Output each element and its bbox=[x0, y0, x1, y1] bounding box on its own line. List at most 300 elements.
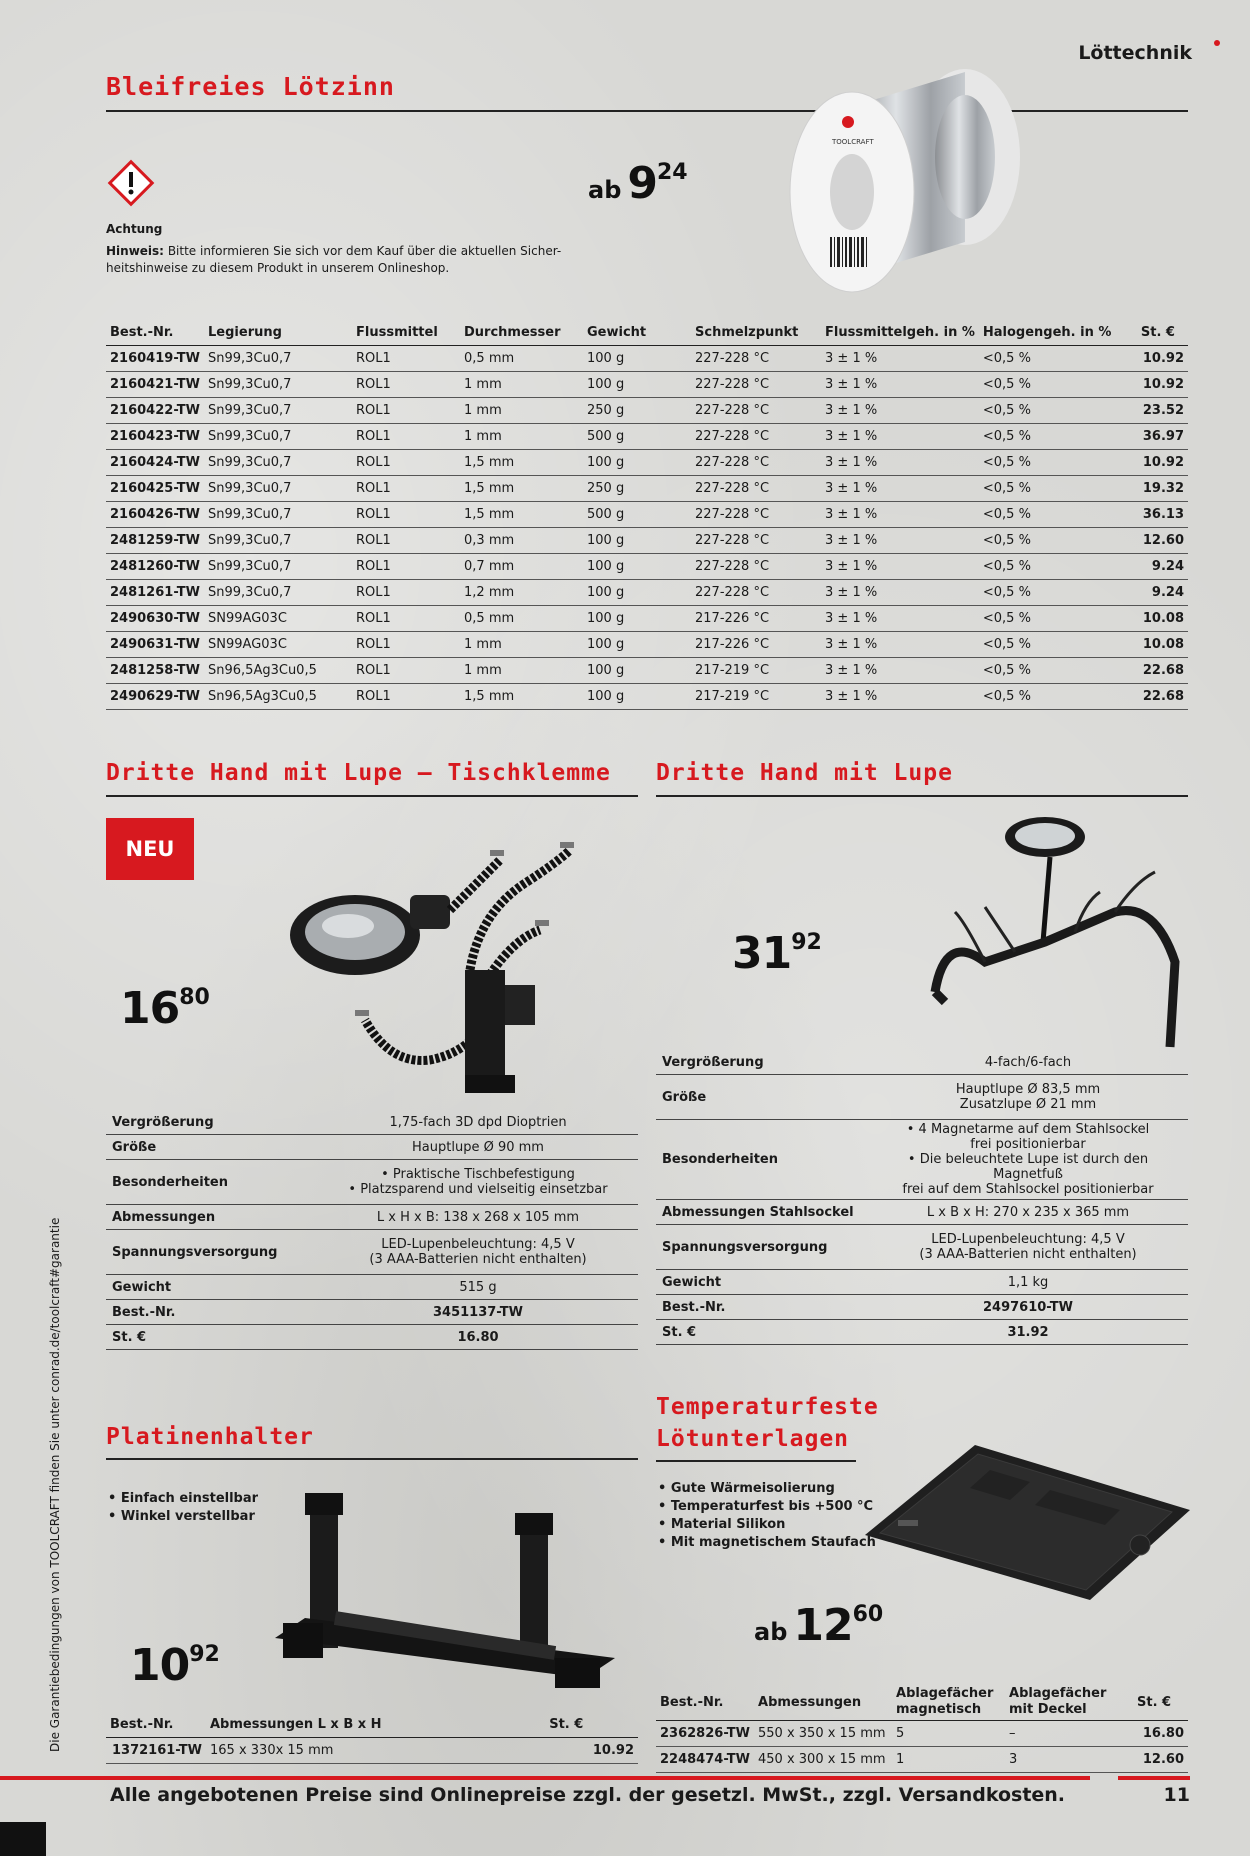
cell-price: 36.13 bbox=[1137, 502, 1188, 528]
third-hand-clamp-title: Dritte Hand mit Lupe – Tischklemme bbox=[106, 760, 611, 786]
cell-flussmittelgehalt: 3 ± 1 % bbox=[821, 372, 979, 398]
cell-schmelzpunkt: 227-228 °C bbox=[691, 346, 821, 372]
spec-label: Spannungsversorgung bbox=[656, 1225, 868, 1270]
spec-row bbox=[656, 1050, 1188, 1075]
cell-gewicht: 500 g bbox=[583, 502, 691, 528]
cell-flussmittelgehalt: 3 ± 1 % bbox=[821, 684, 979, 710]
spec-row bbox=[656, 1225, 1188, 1270]
third-hand-price bbox=[732, 928, 822, 979]
spec-value-line: 1,75-fach 3D dpd Dioptrien bbox=[389, 1114, 567, 1130]
spec-label: Größe bbox=[656, 1075, 868, 1120]
cell-flussmittel: ROL1 bbox=[352, 632, 460, 658]
cell-gewicht: 100 g bbox=[583, 684, 691, 710]
price-decimal: 24 bbox=[657, 160, 688, 185]
cell-schmelzpunkt: 217-219 °C bbox=[691, 684, 821, 710]
spec-row bbox=[106, 1205, 638, 1230]
cell-schmelzpunkt: 227-228 °C bbox=[691, 450, 821, 476]
cell-gewicht: 100 g bbox=[583, 554, 691, 580]
cell-durchmesser: 1,5 mm bbox=[460, 684, 583, 710]
spec-value bbox=[318, 1230, 638, 1275]
price-integer: 12 bbox=[793, 1600, 853, 1651]
cell-halogengehalt: <0,5 % bbox=[979, 580, 1137, 606]
cell-price: 10.92 bbox=[1137, 346, 1188, 372]
cell-halogengehalt: <0,5 % bbox=[979, 554, 1137, 580]
safety-note bbox=[106, 243, 586, 277]
cell-price: 10.92 bbox=[1137, 372, 1188, 398]
cell-flussmittel: ROL1 bbox=[352, 346, 460, 372]
feature-item: • Mit magnetischem Staufach bbox=[658, 1535, 876, 1550]
table-row bbox=[106, 346, 1188, 372]
pcb-holder-rule bbox=[106, 1458, 638, 1460]
new-badge: NEU bbox=[106, 818, 194, 880]
mats-table-header bbox=[656, 1684, 1188, 1721]
cell-price: 10.92 bbox=[545, 1738, 638, 1764]
spec-value-line: LED-Lupenbeleuchtung: 4,5 V bbox=[931, 1232, 1125, 1247]
cell-halogengehalt: <0,5 % bbox=[979, 398, 1137, 424]
col-durchmesser: Durchmesser bbox=[460, 320, 583, 346]
cell-flussmittel: ROL1 bbox=[352, 580, 460, 606]
price-integer: 9 bbox=[627, 158, 657, 209]
table-row bbox=[106, 554, 1188, 580]
table-row bbox=[106, 606, 1188, 632]
cell-abmessungen: 165 x 330x 15 mm bbox=[206, 1738, 545, 1764]
cell-durchmesser: 1,5 mm bbox=[460, 476, 583, 502]
spec-value-line: L x H x B: 138 x 268 x 105 mm bbox=[376, 1209, 580, 1225]
cell-durchmesser: 0,3 mm bbox=[460, 528, 583, 554]
cell-legierung: Sn99,3Cu0,7 bbox=[204, 450, 352, 476]
cell-gewicht: 100 g bbox=[583, 346, 691, 372]
cell-gewicht: 100 g bbox=[583, 528, 691, 554]
col-price: St. € bbox=[1137, 320, 1188, 346]
cell-best-nr: 2481260-TW bbox=[106, 554, 204, 580]
cell-halogengehalt: <0,5 % bbox=[979, 502, 1137, 528]
cell-schmelzpunkt: 217-219 °C bbox=[691, 658, 821, 684]
cell-price: 9.24 bbox=[1137, 580, 1188, 606]
cell-legierung: Sn99,3Cu0,7 bbox=[204, 502, 352, 528]
cell-legierung: SN99AG03C bbox=[204, 606, 352, 632]
pcb-holder-price bbox=[130, 1640, 220, 1691]
cell-halogengehalt: <0,5 % bbox=[979, 606, 1137, 632]
feature-item: • Gute Wärmeisolierung bbox=[658, 1481, 835, 1496]
spec-label: St. € bbox=[106, 1325, 318, 1350]
footer-red-rule-right bbox=[1118, 1776, 1190, 1780]
footer-red-rule bbox=[0, 1776, 1090, 1780]
cell-flussmittelgehalt: 3 ± 1 % bbox=[821, 346, 979, 372]
spec-value-line: 1,1 kg bbox=[1007, 1274, 1049, 1290]
cell-durchmesser: 1 mm bbox=[460, 658, 583, 684]
pcb-holder-table bbox=[106, 1712, 638, 1764]
spec-value bbox=[868, 1200, 1188, 1225]
cell-schmelzpunkt: 227-228 °C bbox=[691, 424, 821, 450]
spec-label: Best.-Nr. bbox=[106, 1300, 318, 1325]
mats-rule bbox=[656, 1460, 856, 1462]
spec-row bbox=[106, 1230, 638, 1275]
cell-best-nr: 2160423-TW bbox=[106, 424, 204, 450]
cell-best-nr: 2160424-TW bbox=[106, 450, 204, 476]
spec-value-line: 3451137-TW bbox=[432, 1304, 523, 1320]
spec-value-line: Hauptlupe Ø 83,5 mm bbox=[955, 1082, 1101, 1097]
cell-price: 19.32 bbox=[1137, 476, 1188, 502]
cell-flussmittelgehalt: 3 ± 1 % bbox=[821, 580, 979, 606]
spec-value bbox=[318, 1110, 638, 1135]
cell-price: 22.68 bbox=[1137, 658, 1188, 684]
third-hand-rule bbox=[656, 795, 1188, 797]
spec-value-line: 515 g bbox=[459, 1279, 497, 1295]
third-hand-specs bbox=[656, 1050, 1188, 1345]
spec-label: Gewicht bbox=[656, 1270, 868, 1295]
table-row bbox=[106, 476, 1188, 502]
table-row bbox=[106, 580, 1188, 606]
cell-best-nr: 2160425-TW bbox=[106, 476, 204, 502]
solder-table-header bbox=[106, 320, 1188, 346]
spec-value-line: • Praktische Tischbefestigung bbox=[381, 1167, 575, 1182]
cell-flussmittel: ROL1 bbox=[352, 476, 460, 502]
cell-flussmittelgehalt: 3 ± 1 % bbox=[821, 528, 979, 554]
cell-legierung: Sn99,3Cu0,7 bbox=[204, 424, 352, 450]
spec-label: Best.-Nr. bbox=[656, 1295, 868, 1320]
solder-spool-image bbox=[780, 62, 1040, 297]
cell-best-nr: 2248474-TW bbox=[656, 1747, 754, 1773]
spec-label: Abmessungen bbox=[106, 1205, 318, 1230]
price-decimal: 60 bbox=[852, 1602, 884, 1627]
spec-value-line: • Die beleuchtete Lupe ist durch den Magnetfuß bbox=[907, 1152, 1149, 1182]
cell-schmelzpunkt: 217-226 °C bbox=[691, 606, 821, 632]
third-hand-title: Dritte Hand mit Lupe bbox=[656, 760, 953, 786]
cell-gewicht: 250 g bbox=[583, 398, 691, 424]
price-prefix: ab bbox=[754, 1618, 788, 1646]
cell-legierung: Sn99,3Cu0,7 bbox=[204, 476, 352, 502]
cell-halogengehalt: <0,5 % bbox=[979, 450, 1137, 476]
spec-row bbox=[656, 1295, 1188, 1320]
cell-price: 22.68 bbox=[1137, 684, 1188, 710]
third-hand-clamp-rule bbox=[106, 795, 638, 797]
spec-label: Vergrößerung bbox=[106, 1110, 318, 1135]
cell-durchmesser: 1 mm bbox=[460, 372, 583, 398]
price-decimal: 92 bbox=[791, 930, 822, 955]
col-abmessungen: Abmessungen L x B x H bbox=[206, 1712, 545, 1738]
cell-price: 10.08 bbox=[1137, 606, 1188, 632]
cell-price: 10.08 bbox=[1137, 632, 1188, 658]
spec-value bbox=[868, 1225, 1188, 1270]
cell-flussmittel: ROL1 bbox=[352, 554, 460, 580]
cell-gewicht: 100 g bbox=[583, 450, 691, 476]
spec-row bbox=[656, 1120, 1188, 1200]
cell-durchmesser: 1 mm bbox=[460, 424, 583, 450]
table-row bbox=[106, 632, 1188, 658]
third-hand-image bbox=[925, 812, 1190, 1067]
spec-label: Gewicht bbox=[106, 1275, 318, 1300]
spec-value bbox=[868, 1295, 1188, 1320]
spec-value bbox=[318, 1160, 638, 1205]
cell-schmelzpunkt: 227-228 °C bbox=[691, 528, 821, 554]
spec-row bbox=[656, 1075, 1188, 1120]
cell-best-nr: 2160422-TW bbox=[106, 398, 204, 424]
mats-features bbox=[658, 1480, 876, 1552]
cell-durchmesser: 1,2 mm bbox=[460, 580, 583, 606]
cell-gewicht: 100 g bbox=[583, 580, 691, 606]
col-schmelzpunkt: Schmelzpunkt bbox=[691, 320, 821, 346]
cell-schmelzpunkt: 227-228 °C bbox=[691, 398, 821, 424]
cell-flussmittelgehalt: 3 ± 1 % bbox=[821, 554, 979, 580]
cell-price: 12.60 bbox=[1137, 528, 1188, 554]
spec-value-line: frei auf dem Stahlsockel positionierbar bbox=[902, 1182, 1154, 1197]
spec-value-line: LED-Lupenbeleuchtung: 4,5 V bbox=[381, 1237, 575, 1252]
spec-value-line: • Platzsparend und vielseitig einsetzbar bbox=[348, 1182, 608, 1197]
cell-flussmittelgehalt: 3 ± 1 % bbox=[821, 658, 979, 684]
price-prefix: ab bbox=[588, 176, 622, 204]
warning-icon bbox=[106, 158, 156, 208]
cell-flussmittel: ROL1 bbox=[352, 450, 460, 476]
col-price: St. € bbox=[1133, 1684, 1188, 1721]
spec-label: St. € bbox=[656, 1320, 868, 1345]
note-line2: heitshinweise zu diesem Produkt in unserem Onlineshop. bbox=[106, 261, 450, 275]
cell-flussmittel: ROL1 bbox=[352, 684, 460, 710]
cell-halogengehalt: <0,5 % bbox=[979, 424, 1137, 450]
cell-deckel: – bbox=[1005, 1721, 1133, 1747]
corner-block bbox=[0, 1822, 46, 1856]
price-integer: 10 bbox=[130, 1640, 190, 1691]
col-lidded-compartments: Ablagefächer mit Deckel bbox=[1005, 1684, 1133, 1721]
cell-flussmittel: ROL1 bbox=[352, 372, 460, 398]
spec-label: Größe bbox=[106, 1135, 318, 1160]
cell-legierung: Sn99,3Cu0,7 bbox=[204, 528, 352, 554]
cell-best-nr: 1372161-TW bbox=[106, 1738, 206, 1764]
cell-best-nr: 2481258-TW bbox=[106, 658, 204, 684]
cell-halogengehalt: <0,5 % bbox=[979, 658, 1137, 684]
cell-flussmittel: ROL1 bbox=[352, 528, 460, 554]
solder-table bbox=[106, 320, 1188, 710]
warranty-side-note: Die Garantiebedingungen von TOOLCRAFT finden Sie unter conrad.de/toolcraft#garantie bbox=[48, 1217, 62, 1752]
cell-legierung: Sn99,3Cu0,7 bbox=[204, 398, 352, 424]
cell-abmessungen: 450 x 300 x 15 mm bbox=[754, 1747, 892, 1773]
cell-durchmesser: 1,5 mm bbox=[460, 450, 583, 476]
cell-halogengehalt: <0,5 % bbox=[979, 632, 1137, 658]
price-decimal: 80 bbox=[179, 985, 210, 1010]
cell-flussmittelgehalt: 3 ± 1 % bbox=[821, 632, 979, 658]
mats-title-line2: Lötunterlagen bbox=[656, 1426, 850, 1452]
spec-value bbox=[868, 1120, 1188, 1200]
section-label: Löttechnik bbox=[1078, 42, 1192, 64]
third-hand-clamp-price bbox=[120, 983, 210, 1034]
cell-schmelzpunkt: 227-228 °C bbox=[691, 554, 821, 580]
cell-schmelzpunkt: 227-228 °C bbox=[691, 476, 821, 502]
cell-gewicht: 500 g bbox=[583, 424, 691, 450]
col-price: St. € bbox=[545, 1712, 638, 1738]
cell-price: 23.52 bbox=[1137, 398, 1188, 424]
spec-row bbox=[106, 1300, 638, 1325]
col-best-nr: Best.-Nr. bbox=[656, 1684, 754, 1721]
col-best-nr: Best.-Nr. bbox=[106, 1712, 206, 1738]
cell-best-nr: 2160421-TW bbox=[106, 372, 204, 398]
cell-best-nr: 2490631-TW bbox=[106, 632, 204, 658]
cell-flussmittelgehalt: 3 ± 1 % bbox=[821, 398, 979, 424]
pcb-holder-image bbox=[255, 1478, 640, 1698]
spec-value-line: L x B x H: 270 x 235 x 365 mm bbox=[926, 1204, 1130, 1220]
cell-price: 36.97 bbox=[1137, 424, 1188, 450]
cell-flussmittel: ROL1 bbox=[352, 606, 460, 632]
cell-durchmesser: 0,5 mm bbox=[460, 606, 583, 632]
col-magnetic-compartments: Ablagefächer magnetisch bbox=[892, 1684, 1005, 1721]
cell-flussmittelgehalt: 3 ± 1 % bbox=[821, 450, 979, 476]
mats-price bbox=[754, 1600, 883, 1651]
col-gewicht: Gewicht bbox=[583, 320, 691, 346]
cell-durchmesser: 0,7 mm bbox=[460, 554, 583, 580]
spec-value-line: (3 AAA-Batterien nicht enthalten) bbox=[369, 1252, 587, 1267]
table-row bbox=[106, 450, 1188, 476]
table-row bbox=[656, 1721, 1188, 1747]
spec-row bbox=[656, 1200, 1188, 1225]
cell-schmelzpunkt: 227-228 °C bbox=[691, 372, 821, 398]
col-flussmittelgehalt: Flussmittelgeh. in % bbox=[821, 320, 979, 346]
spec-label: Besonderheiten bbox=[106, 1160, 318, 1205]
cell-schmelzpunkt: 227-228 °C bbox=[691, 580, 821, 606]
cell-legierung: Sn99,3Cu0,7 bbox=[204, 372, 352, 398]
spec-value-line: 2497610-TW bbox=[982, 1299, 1073, 1315]
table-row bbox=[106, 502, 1188, 528]
cell-legierung: Sn96,5Ag3Cu0,5 bbox=[204, 684, 352, 710]
note-label: Hinweis: bbox=[106, 244, 164, 258]
cell-best-nr: 2362826-TW bbox=[656, 1721, 754, 1747]
cell-halogengehalt: <0,5 % bbox=[979, 346, 1137, 372]
cell-price: 10.92 bbox=[1137, 450, 1188, 476]
cell-halogengehalt: <0,5 % bbox=[979, 528, 1137, 554]
feature-item: • Winkel verstellbar bbox=[108, 1509, 255, 1524]
spec-value bbox=[868, 1320, 1188, 1345]
cell-best-nr: 2481259-TW bbox=[106, 528, 204, 554]
cell-legierung: Sn99,3Cu0,7 bbox=[204, 580, 352, 606]
cell-gewicht: 100 g bbox=[583, 658, 691, 684]
pcb-holder-features bbox=[108, 1490, 258, 1526]
cell-legierung: Sn99,3Cu0,7 bbox=[204, 554, 352, 580]
price-integer: 16 bbox=[120, 983, 180, 1034]
spec-value bbox=[318, 1205, 638, 1230]
feature-item: • Material Silikon bbox=[658, 1517, 786, 1532]
col-halogengehalt: Halogengeh. in % bbox=[979, 320, 1137, 346]
spec-value bbox=[318, 1135, 638, 1160]
cell-price: 12.60 bbox=[1133, 1747, 1188, 1773]
spec-value bbox=[868, 1075, 1188, 1120]
col-abmessungen: Abmessungen bbox=[754, 1684, 892, 1721]
cell-halogengehalt: <0,5 % bbox=[979, 476, 1137, 502]
spec-row bbox=[106, 1325, 638, 1350]
table-row bbox=[106, 424, 1188, 450]
spec-value-line: Zusatzlupe Ø 21 mm bbox=[959, 1097, 1097, 1112]
spec-value-line: 16.80 bbox=[457, 1329, 499, 1345]
spec-value bbox=[318, 1300, 638, 1325]
spool-brand: TOOLCRAFT bbox=[832, 138, 874, 146]
pcb-table-header bbox=[106, 1712, 638, 1738]
cell-gewicht: 100 g bbox=[583, 606, 691, 632]
cell-best-nr: 2490630-TW bbox=[106, 606, 204, 632]
cell-schmelzpunkt: 227-228 °C bbox=[691, 502, 821, 528]
cell-flussmittelgehalt: 3 ± 1 % bbox=[821, 424, 979, 450]
spec-row bbox=[106, 1135, 638, 1160]
cell-price: 16.80 bbox=[1133, 1721, 1188, 1747]
spec-label: Besonderheiten bbox=[656, 1120, 868, 1200]
cell-gewicht: 250 g bbox=[583, 476, 691, 502]
feature-item: • Temperaturfest bis +500 °C bbox=[658, 1499, 874, 1514]
col-flussmittel: Flussmittel bbox=[352, 320, 460, 346]
cell-best-nr: 2160426-TW bbox=[106, 502, 204, 528]
col-legierung: Legierung bbox=[204, 320, 352, 346]
cell-legierung: Sn99,3Cu0,7 bbox=[204, 346, 352, 372]
feature-item: • Einfach einstellbar bbox=[108, 1491, 259, 1506]
cell-flussmittelgehalt: 3 ± 1 % bbox=[821, 606, 979, 632]
table-row bbox=[106, 372, 1188, 398]
table-row bbox=[106, 658, 1188, 684]
corner-dot bbox=[1214, 40, 1220, 46]
cell-flussmittelgehalt: 3 ± 1 % bbox=[821, 502, 979, 528]
spec-value bbox=[318, 1275, 638, 1300]
price-integer: 31 bbox=[732, 928, 792, 979]
soldering-mat-image bbox=[860, 1440, 1190, 1605]
pcb-holder-title: Platinenhalter bbox=[106, 1424, 314, 1450]
cell-flussmittel: ROL1 bbox=[352, 424, 460, 450]
spec-value bbox=[868, 1270, 1188, 1295]
cell-flussmittel: ROL1 bbox=[352, 502, 460, 528]
spec-value-line: 4-fach/6-fach bbox=[984, 1054, 1072, 1070]
table-row bbox=[656, 1747, 1188, 1773]
table-row bbox=[106, 398, 1188, 424]
page-number: 11 bbox=[1163, 1784, 1190, 1806]
spec-row bbox=[656, 1270, 1188, 1295]
cell-gewicht: 100 g bbox=[583, 372, 691, 398]
cell-durchmesser: 1 mm bbox=[460, 632, 583, 658]
cell-magnetisch: 1 bbox=[892, 1747, 1005, 1773]
cell-best-nr: 2490629-TW bbox=[106, 684, 204, 710]
solder-title: Bleifreies Lötzinn bbox=[106, 72, 395, 101]
note-line1: Bitte informieren Sie sich vor dem Kauf über die aktuellen Sicher- bbox=[167, 244, 562, 258]
spec-row bbox=[106, 1110, 638, 1135]
mats-title-line1: Temperaturfeste bbox=[656, 1394, 879, 1420]
cell-legierung: SN99AG03C bbox=[204, 632, 352, 658]
spec-label: Abmessungen Stahlsockel bbox=[656, 1200, 868, 1225]
third-hand-clamp-image bbox=[280, 820, 630, 1105]
spec-value-line: Hauptlupe Ø 90 mm bbox=[412, 1139, 544, 1155]
spec-value bbox=[868, 1050, 1188, 1075]
cell-halogengehalt: <0,5 % bbox=[979, 684, 1137, 710]
spec-row bbox=[106, 1275, 638, 1300]
col-best-nr: Best.-Nr. bbox=[106, 320, 204, 346]
cell-durchmesser: 1 mm bbox=[460, 398, 583, 424]
cell-flussmittel: ROL1 bbox=[352, 398, 460, 424]
cell-halogengehalt: <0,5 % bbox=[979, 372, 1137, 398]
cell-schmelzpunkt: 217-226 °C bbox=[691, 632, 821, 658]
cell-best-nr: 2481261-TW bbox=[106, 580, 204, 606]
cell-flussmittelgehalt: 3 ± 1 % bbox=[821, 476, 979, 502]
cell-flussmittel: ROL1 bbox=[352, 658, 460, 684]
cell-durchmesser: 0,5 mm bbox=[460, 346, 583, 372]
spec-value-line: frei positionierbar bbox=[970, 1137, 1086, 1152]
spec-label: Spannungsversorgung bbox=[106, 1230, 318, 1275]
table-row bbox=[106, 528, 1188, 554]
cell-legierung: Sn96,5Ag3Cu0,5 bbox=[204, 658, 352, 684]
table-row bbox=[106, 684, 1188, 710]
cell-gewicht: 100 g bbox=[583, 632, 691, 658]
spec-label: Vergrößerung bbox=[656, 1050, 868, 1075]
spec-row bbox=[656, 1320, 1188, 1345]
spec-value-line: (3 AAA-Batterien nicht enthalten) bbox=[919, 1247, 1137, 1262]
cell-magnetisch: 5 bbox=[892, 1721, 1005, 1747]
third-hand-clamp-specs bbox=[106, 1110, 638, 1350]
mats-table bbox=[656, 1684, 1188, 1773]
cell-deckel: 3 bbox=[1005, 1747, 1133, 1773]
cell-abmessungen: 550 x 350 x 15 mm bbox=[754, 1721, 892, 1747]
warning-label: Achtung bbox=[106, 222, 163, 236]
cell-durchmesser: 1,5 mm bbox=[460, 502, 583, 528]
spec-row bbox=[106, 1160, 638, 1205]
solder-price bbox=[588, 158, 688, 209]
